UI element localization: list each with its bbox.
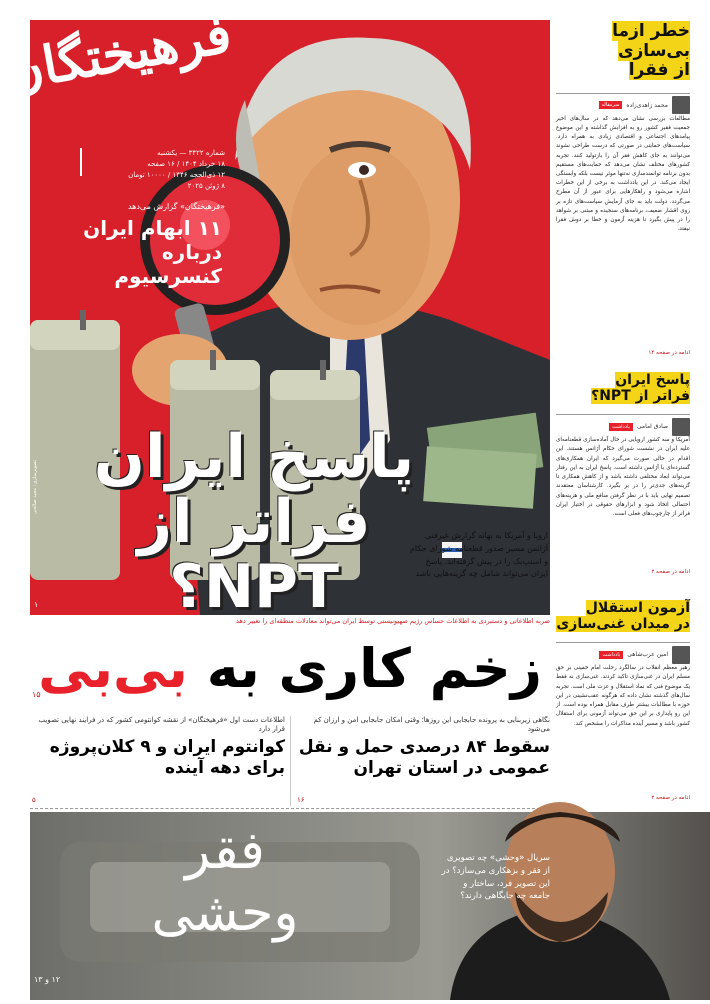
cover-tag: «فرهیختگان» گزارش می‌دهد xyxy=(127,202,225,211)
story-2-continued[interactable]: ادامه در صفحه ۲ xyxy=(651,569,690,576)
date-weekday: یکشنبه xyxy=(157,149,178,157)
story-2-headline-line-1: پاسخ ایران xyxy=(615,372,690,388)
story-2-tag: یادداشت xyxy=(609,423,633,431)
right-story-1[interactable] xyxy=(556,22,690,356)
bottom-quote: سریال «وحشی» چه تصویری از فقر و بزهکاری می‌سازد؟ در این تصویر فرد، ساختار و جامعه چه جایگاهی دارند؟ xyxy=(441,853,550,902)
cover-headline-line-2: فراتر از NPT؟ xyxy=(137,486,371,622)
story-transport[interactable] xyxy=(295,716,550,808)
story-3-tag: یادداشت xyxy=(599,651,623,659)
masthead-logo[interactable]: فرهیختگان xyxy=(0,3,236,104)
story-quantum-page: ۵ xyxy=(32,796,36,804)
pages-count: ۱۶ صفحه xyxy=(147,159,175,168)
story-transport-headline: سقوط ۸۴ درصدی حمل و نقل عمومی در استان تهران xyxy=(298,737,550,779)
date-solar: ۱۸ خرداد ۱۴۰۴ xyxy=(181,159,225,168)
story-2-headline xyxy=(556,372,690,404)
story-3-headline-line-1: آزمون استقلال xyxy=(585,600,690,616)
story-3-headline-line-2: در میدان غنی‌سازی xyxy=(556,616,690,633)
author-avatar xyxy=(672,96,690,114)
issue-number: ۳۴۲۲ xyxy=(188,149,204,157)
story-1-headline-line-1: خطر ازما بی‌سازی xyxy=(612,21,690,61)
story-quantum-kicker: اطلاعات دست اول «فرهیختگان» از نقشه کوانتومی کشور که در فرایند نهایی تصویب قرار دارد xyxy=(38,716,285,734)
story-1-continued[interactable]: ادامه در صفحه ۱۴ xyxy=(648,349,690,356)
story-3-headline xyxy=(556,600,690,632)
story-2-body: آمریکا و سه کشور اروپایی در حال آماده‌سازی قطعنامه‌ای علیه ایران در نشست شورای حکام آژانس هستند. این اقدام در حالی صورت می‌گیرد که ایران همکاری‌های گسترده‌ای با آژانس داشته است. پاسخ ایران به این رفتار می‌تواند ابعاد مختلفی داشته باشد و از کاهش همکاری تا گزینه‌های جدی‌تر را در بر بگیرد. کارشناسان معتقدند تصمیم نهایی باید با در نظر گرفتن منافع ملی و هزینه‌های احتمالی اتخاذ شود و ابزارهای حقوقی در اختیار ایران فراتر از چارچوب‌های فعلی است. xyxy=(556,437,690,517)
second-headline-page: ۱۵ xyxy=(32,690,41,699)
story-3-byline xyxy=(556,642,690,664)
column-divider xyxy=(290,716,291,806)
story-1-author: محمد زاهدی‌زاده xyxy=(626,101,668,109)
dashed-divider xyxy=(30,808,550,809)
story-2-author: صادق امامی xyxy=(636,423,668,431)
story-2-byline xyxy=(556,414,690,436)
illustration-credit: تصویرسازی: مجید صالحی xyxy=(32,460,38,515)
cover-headline[interactable] xyxy=(44,422,464,622)
story-quantum-headline: کوانتوم ایران و ۹ کلان‌پروژه برای دهه آینده xyxy=(49,737,285,779)
story-transport-page: ۱۶ xyxy=(297,796,305,804)
side-headline[interactable]: ۱۱ ابهام ایران درباره کنسرسیوم xyxy=(83,216,222,288)
ticker-line[interactable]: ضربه اطلاعاتی و دستبردی به اطلاعات حساس رژیم صهیونیستی توسط ایران می‌تواند معادلات منطقه‌ای را تغییر دهد xyxy=(236,617,550,625)
story-1-headline xyxy=(556,22,690,81)
issue-label: شماره xyxy=(205,149,225,157)
story-quantum[interactable] xyxy=(30,716,285,808)
story-transport-kicker: نگاهی زیربنایی به پرونده جابجایی این روزها؛ وقتی امکان جابجایی امن و ارزان کم می‌شود xyxy=(313,716,550,734)
story-3-author: امین عرب‌شاهی xyxy=(627,651,668,659)
right-story-2[interactable] xyxy=(556,372,690,575)
story-1-headline-line-2: از فقرا xyxy=(628,60,690,81)
story-1-tag: سرمقاله xyxy=(599,101,623,109)
bottom-page: ۱۲ و ۱۳ xyxy=(34,975,61,984)
story-3-body: رهبر معظم انقلاب در سالگرد رحلت امام خمینی بر حق مسلم ایران در غنی‌سازی تاکید کردند. غنی‌سازی نه فقط یک موضوع فنی که نماد استقلال و عزت ملی است. تجربه سال‌های گذشته نشان داده که هرگونه عقب‌نشینی در این حوزه با مطالبات بیشتر طرف مقابل همراه بوده است. از این رو پایداری بر این حق می‌تواند آزمونی برای استقلال کشور باشد و مسیر آینده مذاکرات را مشخص کند. xyxy=(556,665,690,727)
masthead-info: شماره ۳۴۲۲ — یکشنبه ۱۸ خرداد ۱۴۰۴ / ۱۶ صفحه ۱۲ ذی‌الحجه ۱۴۴۶ / ۱۰۰۰۰ تومان ۸ ژوئن ۲۰۲۵ xyxy=(90,148,225,191)
second-headline-part-1: زخم کاری به xyxy=(187,637,542,700)
cover-blurb: اروپا و آمریکا به بهانه گزارش غیرفنی آژانس مسیر صدور قطعنامه شورای حکام و اسنپ‌بک را در پیش گرفته‌اند. پاسخ ایران می‌تواند شامل چه گزینه‌هایی باشد xyxy=(409,531,548,579)
second-headline-part-2: بی‌بی xyxy=(38,637,188,700)
cover-page-ref: ۱ xyxy=(34,600,39,609)
author-avatar xyxy=(672,646,690,664)
story-2-headline-line-2: فراتر از NPT؟ xyxy=(591,388,690,405)
price: ۱۰۰۰۰ تومان xyxy=(128,170,166,179)
cover-headline-line-1: پاسخ ایران xyxy=(93,422,415,492)
author-avatar xyxy=(672,418,690,436)
story-1-byline xyxy=(556,93,690,115)
story-3-continued[interactable]: ادامه در صفحه ۲ xyxy=(651,795,690,802)
bottom-headline[interactable]: فقر وحشی xyxy=(151,821,299,944)
date-gregorian: ۸ ژوئن ۲۰۲۵ xyxy=(187,181,225,190)
date-lunar: ۱۲ ذی‌الحجه ۱۴۴۶ xyxy=(172,170,225,179)
second-headline[interactable] xyxy=(30,630,550,708)
right-story-3[interactable] xyxy=(556,600,690,801)
story-1-body: مطالعات بررسی نشان می‌دهد که در سال‌های اخیر جمعیت فقیر کشور رو به افزایش گذاشته و این موضوع پیامدهای اجتماعی و اقتصادی زیادی به همراه دارد. سیاست‌های حمایتی در صورتی که درست طراحی نشوند می‌توانند به جای کاهش فقر آن را بازتولید کنند. تجربه کشورهای مختلف نشان می‌دهد که حمایت‌های مستقیم بدون برنامه توانمندسازی نه‌تنها موثر نیست بلکه وابستگی ایجاد می‌کند. در این یادداشت به برخی از این خطرات اشاره می‌شود و راهکارهایی برای عبور از آن مطرح می‌گردد. دولت باید به جای آزمایش سیاست‌های تازه بر روی اقشار ضعیف، برنامه‌های سنجیده و مبتنی بر شواهد را در پیش بگیرد تا هزینه آزمون و خطا بر دوش فقرا نیفتد. xyxy=(556,115,690,233)
